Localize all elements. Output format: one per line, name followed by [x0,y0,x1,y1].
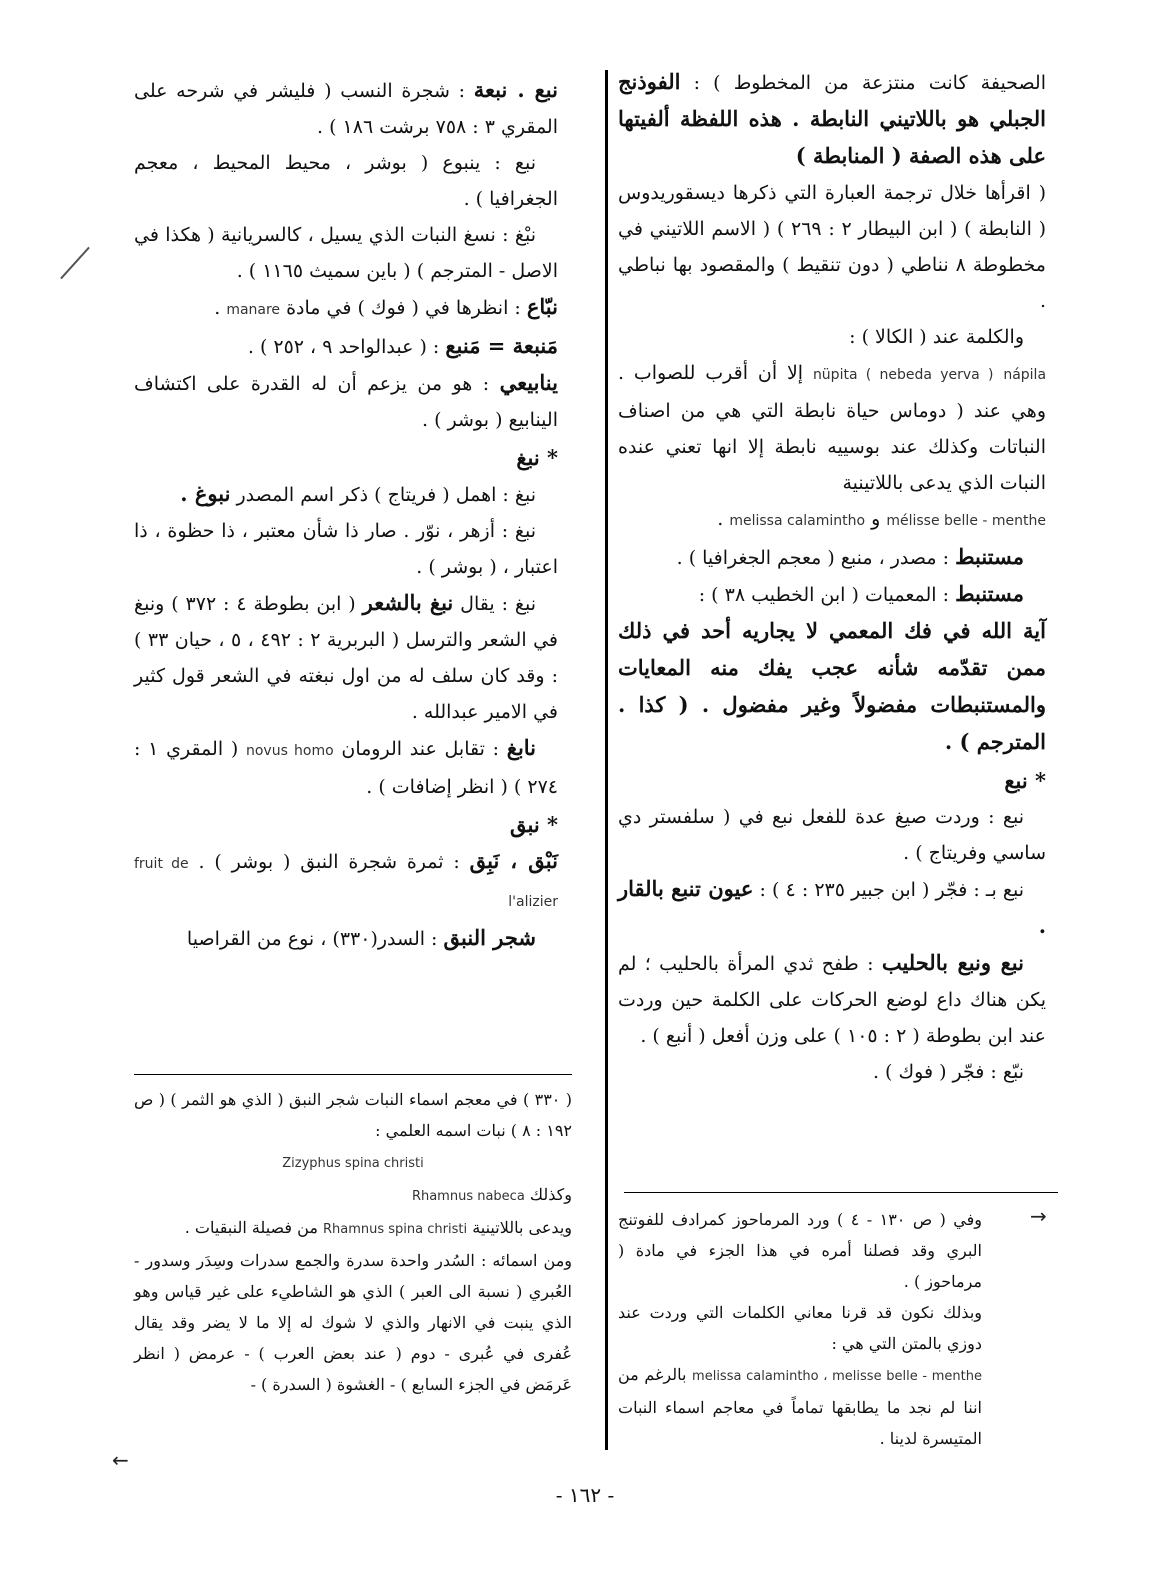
footnote-text [134,1179,572,1212]
text: ( المقري ١ : ٢٧٤ ) ( انظر إضافات ) . [134,738,558,798]
latin-term: mélisse belle - menthe [886,513,1046,529]
footnote-divider [624,1192,1058,1193]
bold-text: آية الله في فك المعمي لا يجاريه أحد في ذلك ممن تقدّمه شأنه عجب يفك منه المعايات والمستنبطات مفضولاً وغير مفضول . ( كذا . المترجم ) . [618,618,1046,754]
footnote-text [618,1359,982,1454]
text: وكذلك [529,1185,572,1204]
paragraph [618,319,1046,355]
text: : تقابل عند الرومان [341,738,500,760]
paragraph [618,1054,1046,1090]
text: : السدر(٣٣٠) ، نوع من القراصيا [186,928,438,950]
right-column [618,64,1046,1090]
text: ( ابن بطوطة ٤ : ٣٧٢ ) ونبغ في الشعر والترسل ( البربرية ٢ : ٤٩٢ ، ٥ ، حيان ٣٣ ) : وقد كان سلف له من اول نبغته في الشعر قول كثير في الامير عبدالله . [134,593,559,723]
latin-term: melissa calamintho [729,513,866,529]
entry-term: مستنبط [955,581,1024,606]
paragraph [134,513,558,585]
footnote-text [134,1146,572,1179]
latin-term: Rhamnus spina christi [323,1222,468,1237]
text: الصحيفة كانت منتزعة من المخطوط ) : [680,72,1046,94]
paragraph [134,585,558,730]
text: والكلمة عند ( الكالا ) : [849,326,1024,348]
paragraph [618,355,1046,501]
text: نبع بـ : فجّر ( ابن جبير ٢٣٥ : ٤ ) : [759,879,1025,901]
entry-term: ينابيعي [499,370,558,395]
paragraph [134,920,558,957]
column-divider [605,70,608,1450]
paragraph [618,945,1046,1054]
text: من فصيلة النبقيات . [184,1218,318,1237]
footnote-right [618,1204,982,1454]
text: نبع : وردت صيغ عدة للفعل نبع في ( سلفستر دي ساسي وفريتاج ) . [618,806,1046,864]
paragraph [618,613,1046,761]
text: نبغ : يقال [460,593,537,615]
text: : هو من يزعم أن له القدرة على اكتشاف الينابيع ( بوشر ) . [134,373,558,431]
paragraph [134,145,558,217]
paragraph [618,501,1046,539]
latin-term: fruit de l'alizier [134,856,558,910]
text: : ثمرة شجرة النبق ( بوشر ) . [198,851,460,873]
paragraph [618,871,1046,945]
text: ويدعى باللاتينية [472,1218,572,1237]
bold-text: عيون تنبع بالقار . [618,876,1046,938]
text: : المعميات ( ابن الخطيب ٣٨ ) : [698,584,950,606]
bold-text: الفوذنج الجبلي هو باللاتيني النابطة . هذه اللفظة ألفيتها على هذه الصفة ( المنابطة ) [618,69,1046,168]
text: نبغ : أزهر ، نوّر . صار ذا شأن معتبر ، ذا حظوة ، ذا اعتبار ، ( بوشر ) . [134,520,558,578]
bold-text: نبوغ . [180,481,231,506]
text: نبْغ : نسغ النبات الذي يسيل ، كالسريانية ( هكذا في الاصل - المترجم ) ( باين سميث ١١٦٥ ) . [134,224,558,282]
footnote-text: وبذلك نكون قد قرنا معاني الكلمات التي وردت عند دوزي بالمتن التي هي : [618,1303,982,1353]
paragraph [618,539,1046,576]
latin-term: nápila [1003,367,1047,383]
section-heading: * نبق [510,812,558,837]
latin-term: nüpita ( nebeda yerva ) [812,367,994,383]
paragraph [134,476,558,513]
paragraph [618,175,1046,319]
paragraph [134,843,558,920]
entry-term: مستنبط [955,544,1024,569]
text: نبّع : فجّر ( فوك ) . [872,1061,1024,1083]
paragraph [134,72,558,145]
entry-term: نابغ [506,735,537,760]
text: بالرغم من اننا لم نجد ما يطابقها تماماً في معاجم اسماء النبات المتيسرة لدينا . [618,1365,982,1448]
text: . [717,508,724,530]
footnote-text: وفي ( ص ١٣٠ - ٤ ) ورد المرماحوز كمرادف للفوتنج البري وقد فصلنا أمره في هذا الجزء في مادة ( مرماحوز ) . [618,1210,982,1291]
paragraph [134,730,558,805]
footnote-text [134,1212,572,1245]
text: إلا أن [757,362,804,384]
paragraph [134,289,558,328]
text: نبع : ينبوع ( بوشر ، محيط المحيط ، معجم الجغرافيا ) . [134,152,558,210]
text: ( اقرأها خلال ترجمة العبارة التي ذكرها ديسقوريدوس ( النابطة ) ( ابن البيطار ٢ : ٢٦٩ ) ( الاسم اللاتيني في مخطوطة ٨ نناطي ( دون تنقيط ) والمقصود بها نباطي . [618,182,1047,312]
text: : مصدر ، منبع ( معجم الجغرافيا ) . [676,547,950,569]
text: : انظرها في ( فوك ) في مادة [286,297,521,319]
text: نبغ : اهمل ( فريتاج ) ذكر اسم المصدر [236,484,536,506]
arrow-right-icon: → [1030,1204,1047,1228]
entry-term: نبع . نبعة [473,77,558,102]
paragraph [618,799,1046,871]
paragraph [134,328,558,365]
footnote-text: ( ٣٣٠ ) في معجم اسماء النبات شجر النبق ( الذي هو الثمر ) ( ص ١٩٢ : ٨ ) نبات اسمه العلمي : [134,1090,573,1140]
latin-term: manare [226,302,281,318]
arrow-left-icon: ← [112,1448,129,1472]
latin-term: Rhamnus nabeca [411,1189,525,1204]
text: : طفح ثدي المرأة بالحليب ؛ لم يكن هناك داع لوضع الحركات على الكلمة حين وردت عند ابن بطوطة ( ٢ : ١٠٥ ) على وزن أفعل ( أنبع ) . [618,953,1046,1047]
entry-term: نبّاع [526,294,558,319]
text: و [871,508,881,530]
text: . [214,297,221,319]
page-number: - ١٦٢ - [555,1483,615,1507]
section-heading: * نبغ [516,445,558,470]
margin-mark [60,247,90,280]
entry-term: مَنبعة = مَنبع [445,333,558,358]
section-heading: * نبع [1004,768,1046,793]
text: : ( عبدالواحد ٩ ، ٢٥٢ ) . [247,336,440,358]
paragraph [134,365,558,438]
paragraph [618,576,1046,613]
footnote-text: ومن اسمائه : السُدر واحدة سدرة والجمع سدرات وسِدَر وسدور - العُبري ( نسبة الى العبر ) الذي هو الشاطيء على غير قياس وهو الذي ينبت في الانهار والذي لا شوك له إلا ما لا يضر وقد يقال عُفرى في عُبرى - دوم ( عند بعض العرب ) - عرمض ( انظر عَرمَض في الجزء السابع ) - الغشوة ( السدرة ) - [134,1251,572,1394]
text: : شجرة النسب ( فليشر في شرحه على المقري ٣ : ٧٥٨ برشت ١٨٦ ) . [134,80,558,138]
text: أقرب للصواب . وهي عند ( دوماس حياة نابطة التي هي من اصناف النباتات وكذلك عند بوسييه نابطة إلا انها تعني عنده النبات الذي يدعى باللاتينية [618,362,1046,494]
entry-term: نبع ونبع بالحليب [881,950,1024,975]
footnote-left [134,1084,572,1400]
entry-term: شجر النبق [443,925,536,950]
left-column [134,72,558,957]
paragraph [134,217,558,289]
latin-term: melissa calamintho ، melisse belle - menthe [692,1369,982,1384]
bold-text: نبغ بالشعر [362,590,454,615]
paragraph [618,64,1046,175]
latin-term: novus homo [245,743,334,759]
footnote-divider [134,1074,572,1075]
latin-term: Zizyphus spina christi [282,1156,424,1171]
entry-term: نَبْق ، نَبِق [469,848,558,873]
